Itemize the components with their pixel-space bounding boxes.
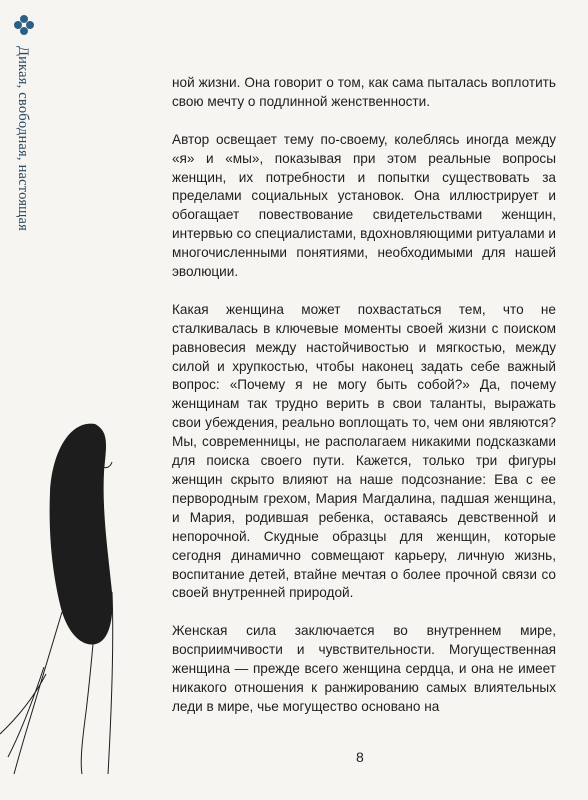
body-text [172,74,556,717]
paragraph: Автор освещает тему по-своему, колеблясь иногда между «я» и «мы», показывая при этом реальные вопросы женщин, их потребности и попытки существовать за пределами социальных установок. Она иллюстрирует и обогащает повествование свидетельствами женщин, интервью со специалистами, вдохновляющими ритуалами и многочисленными понятиями, необходимыми для нашей эволюции. [172,131,556,280]
flower-icon [13,14,35,36]
paragraph: Какая женщина может похвастаться тем, что не сталкивалась в ключевые моменты своей жизни с поиском равновесия между настойчивостью и мягкостью, между силой и хрупкостью, чтобы наконец задать себе важный вопрос: «Почему я не могу быть собой?» Да, почему женщинам так трудно верить в свои таланты, выражать свои убеждения, реально воплощать то, чем они являются? Мы, современницы, не располагаем никакими подсказками для поиска своего пути. Кажется, только три фигуры женщин скрыто влияют на наше подсознание: Ева с ее первородным грехом, Мария Магдалина, падшая женщина, и Мария, родившая ребенка, оставаясь девственной и непорочной. Скудные образцы для женщин, которые сегодня динамично совмещают карьеру, личную жизнь, воспитание детей, втайне мечтая о более прочной связи со своей внутренней природой. [172,301,556,601]
woman-silhouette-icon [0,412,130,777]
paragraph: ной жизни. Она говорит о том, как сама пыталась воплотить свою мечту о подлинной женственности. [172,75,556,109]
page-number: 8 [356,749,364,765]
paragraph: Женская сила заключается во внутреннем мире, восприимчивости и чувствительности. Могущественная женщина — прежде всего женщина сердца, и она не имеет никакого отношения к ранжированию самых влиятельных леди в мире, чье могущество основано на [172,623,556,714]
running-head: Дикая, свободная, настоящая [15,46,31,232]
